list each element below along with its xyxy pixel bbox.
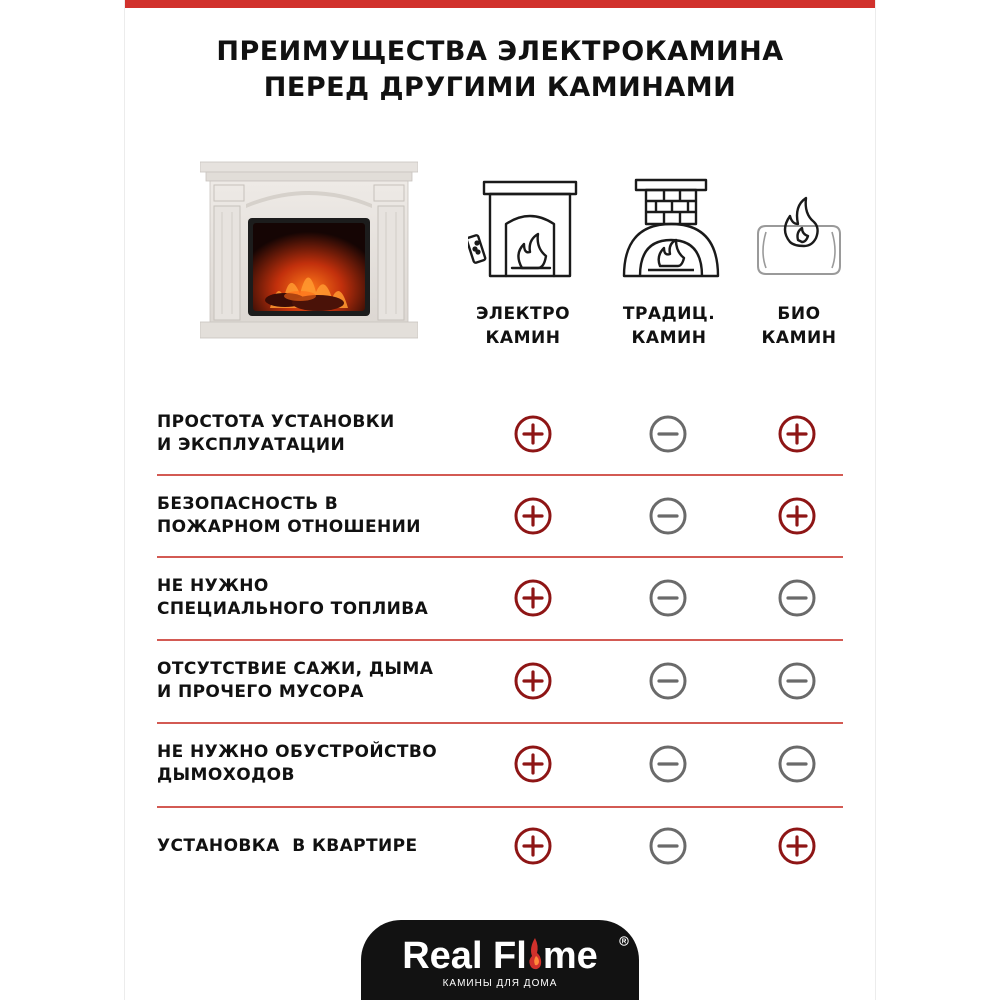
flame-letter-icon <box>527 936 543 970</box>
mark-bio <box>777 826 817 866</box>
plus-circle-icon <box>513 496 553 536</box>
type-label-bio: БИО КАМИН <box>761 304 837 348</box>
mark-bio <box>777 414 817 454</box>
minus-circle-icon <box>648 826 688 866</box>
row-label: НЕ НУЖНО ОБУСТРОЙСТВО ДЫМОХОДОВ <box>157 742 438 785</box>
mark-bio <box>777 661 817 701</box>
mark-traditional <box>648 414 688 454</box>
type-label-traditional: ТРАДИЦ. КАМИН <box>622 304 716 348</box>
mark-electric <box>513 744 553 784</box>
page-title <box>125 34 875 106</box>
title-line-1: ПРЕИМУЩЕСТВА ЭЛЕКТРОКАМИНА <box>216 36 784 67</box>
minus-circle-icon <box>648 744 688 784</box>
mark-electric <box>513 496 553 536</box>
minus-circle-icon <box>777 744 817 784</box>
mark-traditional <box>648 661 688 701</box>
fireplace-photo <box>200 158 418 342</box>
brand-logo <box>361 920 639 1000</box>
electric-fireplace-icon <box>468 172 578 282</box>
mark-bio <box>777 744 817 784</box>
logo-text-part2: me <box>542 935 598 977</box>
logo-text-part1: Real Fl <box>402 935 527 977</box>
plus-circle-icon <box>513 826 553 866</box>
bio-fireplace-icon <box>744 172 854 282</box>
plus-circle-icon <box>777 826 817 866</box>
mark-bio <box>777 578 817 618</box>
minus-circle-icon <box>648 496 688 536</box>
comparison-row <box>157 394 843 474</box>
row-label: УСТАНОВКА В КВАРТИРЕ <box>157 835 418 856</box>
logo-wordmark <box>377 934 623 978</box>
row-label: БЕЗОПАСНОСТЬ В ПОЖАРНОМ ОТНОШЕНИИ <box>157 494 421 537</box>
type-label-electric: ЭЛЕКТРО КАМИН <box>475 304 571 348</box>
plus-circle-icon <box>513 744 553 784</box>
plus-circle-icon <box>513 578 553 618</box>
comparison-row <box>157 641 843 721</box>
row-label: ОТСУТСТВИЕ САЖИ, ДЫМА И ПРОЧЕГО МУСОРА <box>157 659 434 702</box>
plus-circle-icon <box>513 414 553 454</box>
registered-trademark-icon <box>619 936 629 946</box>
title-line-2: ПЕРЕД ДРУГИМИ КАМИНАМИ <box>263 72 737 103</box>
logo-tagline: КАМИНЫ ДЛЯ ДОМА <box>442 978 558 989</box>
comparison-row <box>157 476 843 556</box>
mark-traditional <box>648 744 688 784</box>
traditional-fireplace-icon <box>616 172 726 282</box>
mark-electric <box>513 578 553 618</box>
minus-circle-icon <box>648 661 688 701</box>
mark-electric <box>513 414 553 454</box>
minus-circle-icon <box>648 578 688 618</box>
minus-circle-icon <box>777 661 817 701</box>
mark-traditional <box>648 578 688 618</box>
mark-traditional <box>648 496 688 536</box>
top-accent-band <box>125 0 875 8</box>
mark-traditional <box>648 826 688 866</box>
plus-circle-icon <box>513 661 553 701</box>
row-label: НЕ НУЖНО СПЕЦИАЛЬНОГО ТОПЛИВА <box>157 576 429 619</box>
comparison-card <box>125 0 875 1000</box>
mark-electric <box>513 826 553 866</box>
row-label: ПРОСТОТА УСТАНОВКИ И ЭКСПЛУАТАЦИИ <box>157 412 395 455</box>
minus-circle-icon <box>648 414 688 454</box>
minus-circle-icon <box>777 578 817 618</box>
comparison-row <box>157 558 843 638</box>
plus-circle-icon <box>777 414 817 454</box>
comparison-row <box>157 724 843 804</box>
comparison-row <box>157 806 843 886</box>
plus-circle-icon <box>777 496 817 536</box>
mark-electric <box>513 661 553 701</box>
mark-bio <box>777 496 817 536</box>
